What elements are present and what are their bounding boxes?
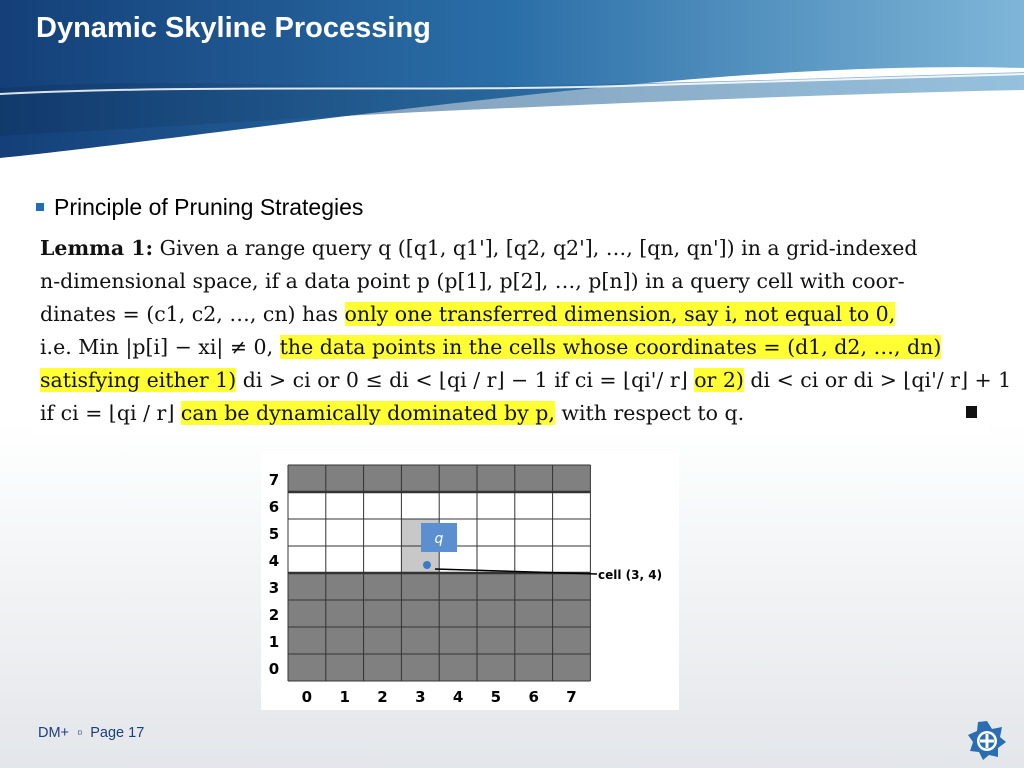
grid-cell — [364, 519, 402, 546]
x-tick-label: 6 — [528, 688, 539, 706]
lemma-line-2: n-dimensional space, if a data point p (p[1], p[2], …, p[n]) in a query cell with coor- — [40, 269, 905, 293]
grid-cell — [553, 627, 591, 654]
grid-cell — [288, 600, 326, 627]
grid-cell — [515, 546, 553, 573]
grid-cell — [553, 546, 591, 573]
grid-cell — [364, 546, 402, 573]
grid-cell — [439, 465, 477, 492]
grid-cell — [401, 492, 439, 519]
y-tick-label: 6 — [268, 498, 280, 516]
grid-cell — [326, 492, 364, 519]
grid-cell — [477, 492, 515, 519]
grid-cell — [515, 465, 553, 492]
x-tick-label: 5 — [490, 688, 502, 706]
highlight: or 2) — [694, 368, 744, 392]
footer-text: DM+ — [38, 725, 70, 741]
bullet-item — [36, 194, 363, 221]
query-label: q — [434, 531, 444, 547]
grid-cell — [439, 600, 477, 627]
grid-cell — [401, 573, 439, 600]
grid-cell — [288, 492, 326, 519]
highlight: only one transferred dimension, say i, not equal to 0, — [344, 302, 896, 326]
grid-cell — [553, 573, 591, 600]
grid-cell — [477, 519, 515, 546]
grid-cell — [515, 654, 553, 681]
lemma-block — [34, 230, 1012, 436]
lemma-line-6: if ci = ⌊qi / r⌋ can be dynamically dominated by p, with respect to q. — [40, 401, 745, 425]
lemma-line-5: satisfying either 1) di > ci or 0 ≤ di < ⌊qi / r⌋ − 1 if ci = ⌊qi'/ r⌋ or 2) di < ci or di > ⌊qi'/ r⌋ + 1 — [40, 368, 1012, 392]
grid-cell — [439, 627, 477, 654]
grid-cell — [326, 600, 364, 627]
cell-label: cell (3, 4) — [598, 568, 663, 582]
y-tick-label: 1 — [268, 633, 280, 651]
grid-cell — [477, 465, 515, 492]
grid-cell — [439, 573, 477, 600]
highlight: can be dynamically dominated by p, — [180, 401, 555, 425]
grid-cell — [553, 492, 591, 519]
grid-cell — [364, 627, 402, 654]
grid-cell — [326, 654, 364, 681]
footer — [38, 725, 144, 741]
data-point — [423, 561, 431, 569]
highlight: the data points in the cells whose coordinates = (d1, d2, …, dn) — [279, 335, 942, 359]
grid-cell — [364, 654, 402, 681]
highlight: satisfying either 1) — [40, 368, 237, 392]
grid-cell — [288, 573, 326, 600]
x-tick-label: 0 — [301, 688, 313, 706]
grid-cell — [477, 600, 515, 627]
y-tick-label: 0 — [268, 660, 280, 678]
grid-cell — [288, 519, 326, 546]
x-tick-label: 2 — [377, 688, 388, 706]
grid-cell — [364, 465, 402, 492]
slide-title: Dynamic Skyline Processing — [36, 12, 431, 44]
bullet-text: Principle of Pruning Strategies — [54, 194, 364, 220]
grid-cell — [364, 492, 402, 519]
grid-cell — [326, 465, 364, 492]
grid-cell — [553, 600, 591, 627]
grid-cell — [288, 546, 326, 573]
grid-cell — [477, 573, 515, 600]
grid-cell — [515, 492, 553, 519]
grid-cell — [515, 519, 553, 546]
x-tick-label: 7 — [566, 688, 577, 706]
grid-svg — [261, 451, 679, 710]
grid-figure — [261, 451, 679, 710]
qed-square-icon — [966, 406, 977, 418]
x-tick-label: 4 — [452, 688, 464, 706]
y-tick-label: 7 — [268, 471, 280, 489]
grid-cell — [477, 654, 515, 681]
bullet-square-icon — [36, 203, 44, 211]
y-tick-label: 2 — [268, 606, 280, 624]
grid-cell — [288, 627, 326, 654]
grid-cell — [326, 546, 364, 573]
grid-cell — [515, 627, 553, 654]
grid-cell — [326, 519, 364, 546]
lemma-line-4: i.e. Min |p[i] − xi| ≠ 0, the data points in the cells whose coordinates = (d1, d2, …, dn) — [40, 335, 942, 359]
footer-separator: ▫ — [77, 725, 83, 741]
grid-cell — [364, 600, 402, 627]
grid-cell — [326, 627, 364, 654]
grid-cell — [401, 465, 439, 492]
grid-cell — [553, 654, 591, 681]
lemma-line-1: Lemma 1: Given a range query q ([q1, q1'], [q2, q2'], …, [qn, qn']) in a grid-indexed — [40, 236, 918, 260]
x-tick-label: 3 — [415, 688, 426, 706]
page-number: Page 17 — [90, 725, 145, 741]
grid-cell — [515, 600, 553, 627]
grid-cell — [477, 546, 515, 573]
grid-cell — [439, 492, 477, 519]
lemma-label: Lemma 1: — [40, 236, 154, 260]
y-tick-label: 5 — [268, 525, 280, 543]
grid-cell — [364, 573, 402, 600]
grid-cell — [401, 627, 439, 654]
grid-cell — [553, 519, 591, 546]
grid-cell — [515, 573, 553, 600]
grid-cell — [288, 465, 326, 492]
grid-cell — [326, 573, 364, 600]
y-tick-label: 4 — [268, 552, 280, 570]
university-logo-icon — [967, 720, 1007, 760]
lemma-line-3: dinates = (c1, c2, …, cn) has only one transferred dimension, say i, not equal to 0, — [40, 302, 896, 326]
grid-cell — [401, 600, 439, 627]
x-tick-label: 1 — [339, 688, 350, 706]
grid-cell — [288, 654, 326, 681]
grid-cell — [439, 654, 477, 681]
y-tick-label: 3 — [268, 579, 280, 597]
grid-cell — [553, 465, 591, 492]
grid-cell — [401, 654, 439, 681]
grid-cell — [477, 627, 515, 654]
